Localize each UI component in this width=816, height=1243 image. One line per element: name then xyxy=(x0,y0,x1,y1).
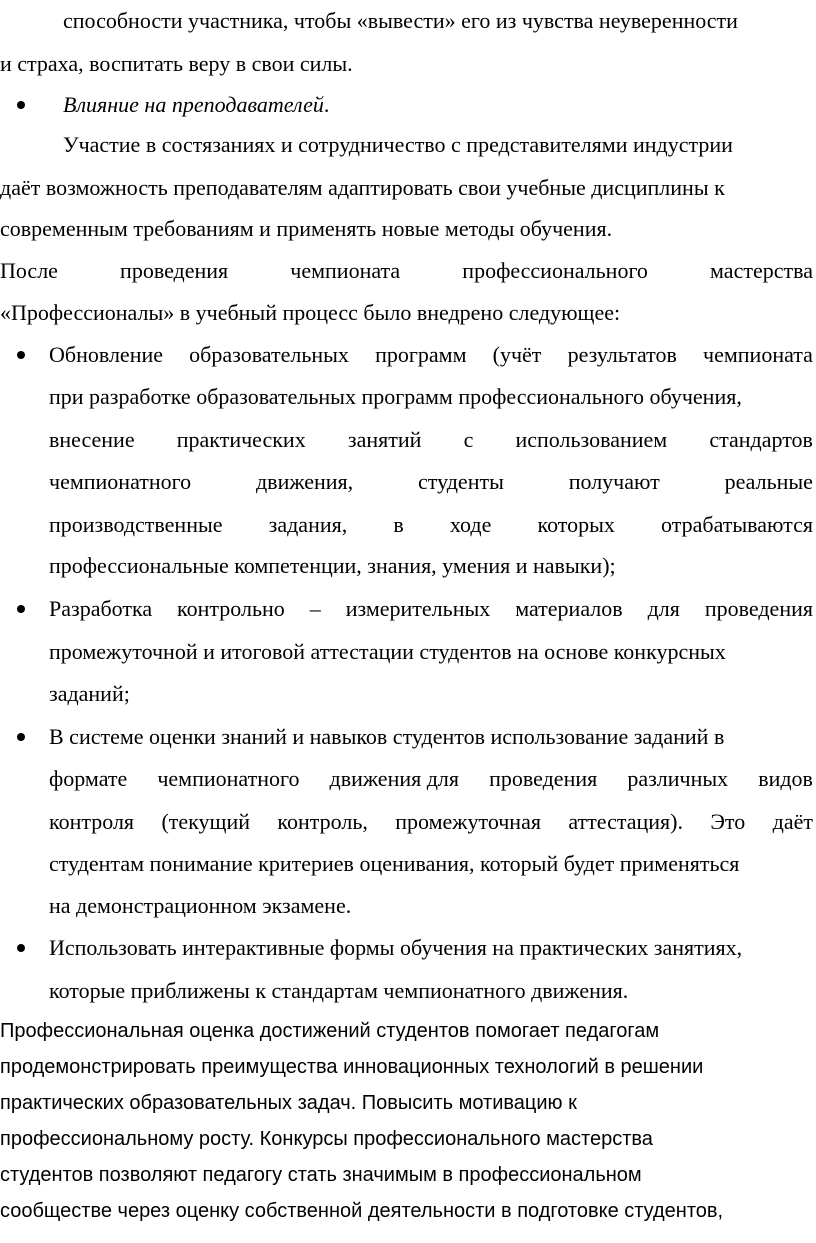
intro-line-1: способности участника, чтобы «вывести» его из чувства неуверенности xyxy=(63,8,738,33)
item-word: контроля xyxy=(49,809,135,834)
item-word: программ xyxy=(375,342,467,367)
item-word: движения, xyxy=(255,469,354,494)
item-word: промежуточная xyxy=(395,809,541,834)
item-word: в xyxy=(393,512,404,537)
bullet-icon xyxy=(17,351,25,359)
closing-line-5: студентов позволяют педагогу стать значимым в профессиональном xyxy=(0,1164,642,1186)
item-word: формате xyxy=(49,766,128,791)
item-word: занятий xyxy=(347,427,422,452)
item-word: аттестация). xyxy=(568,809,683,834)
item2-line-1 xyxy=(49,598,813,620)
item-word: стандартов xyxy=(709,427,813,452)
item-word: (текущий xyxy=(161,809,251,834)
item-word: (учёт xyxy=(492,342,542,367)
item1-line-5 xyxy=(49,514,813,536)
item-word: которых xyxy=(537,512,615,537)
item-word: задания, xyxy=(268,512,348,537)
closing-line-2: продемонстрировать преимущества инновационных технологий в решении xyxy=(0,1056,704,1078)
item3-line-4: студентам понимание критериев оценивания, который будет применяться xyxy=(49,851,740,876)
item-word: использованием xyxy=(515,427,668,452)
influence-para-line-3: современным требованиям и применять новые методы обучения. xyxy=(0,216,613,241)
influence-para-line-1 xyxy=(63,134,816,156)
item-word: контроль, xyxy=(277,809,368,834)
item-word: образовательных xyxy=(189,342,349,367)
after-line-1 xyxy=(0,260,813,282)
item-word: движения для xyxy=(329,766,460,791)
item-word: производственные xyxy=(49,512,223,537)
item-word: чемпионатного xyxy=(49,469,192,494)
item-word: внесение xyxy=(49,427,135,452)
item2-line-3: заданий; xyxy=(49,681,130,706)
closing-line-3: практических образовательных задач. Повысить мотивацию к xyxy=(0,1092,577,1114)
item-word: проведения xyxy=(489,766,598,791)
closing-line-4: профессиональному росту. Конкурсы профессионального мастерства xyxy=(0,1128,653,1150)
bullet-icon xyxy=(17,605,25,613)
bullet-icon xyxy=(17,944,25,952)
item3-line-3 xyxy=(49,811,813,833)
item-word: чемпионата xyxy=(703,342,813,367)
item-word: результатов xyxy=(567,342,677,367)
item-word: студенты xyxy=(418,469,504,494)
item-word: различных xyxy=(627,766,729,791)
item-word: чемпионатного xyxy=(157,766,300,791)
item1-line-2: при разработке образовательных программ профессионального обучения, xyxy=(49,384,742,409)
after-word: профессионального xyxy=(462,258,648,283)
item-word: материалов xyxy=(515,596,623,621)
influence-heading xyxy=(63,94,329,116)
item-word: получают xyxy=(568,469,660,494)
item-word: отрабатываются xyxy=(661,512,813,537)
item1-line-3 xyxy=(49,429,813,451)
item-word: реальные xyxy=(724,469,813,494)
item1-line-4 xyxy=(49,471,813,493)
item4-line-2: которые приближены к стандартам чемпионатного движения. xyxy=(49,978,629,1003)
item-word: Разработка xyxy=(49,596,153,621)
item1-line-1 xyxy=(49,344,813,366)
influence-heading-text: Влияние на преподавателей xyxy=(63,92,324,117)
item-word: для xyxy=(647,596,680,621)
item-word: проведения xyxy=(704,596,813,621)
closing-line-1: Профессиональная оценка достижений студентов помогает педагогам xyxy=(0,1020,660,1042)
after-line-2: «Профессионалы» в учебный процесс было внедрено следующее: xyxy=(0,300,621,325)
influence-para-line-2: даёт возможность преподавателям адаптировать свои учебные дисциплины к xyxy=(0,175,725,200)
item-word: Это xyxy=(710,809,746,834)
after-word: мастерства xyxy=(710,258,813,283)
after-word: чемпионата xyxy=(290,258,401,283)
item-word: видов xyxy=(758,766,813,791)
item4-line-1: Использовать интерактивные формы обучения на практических занятиях, xyxy=(49,935,743,960)
item-word: даёт xyxy=(772,809,813,834)
item-word: практических xyxy=(176,427,306,452)
bullet-icon xyxy=(17,733,25,741)
influence-para-text: Участие в состязаниях и сотрудничество с представителями индустрии xyxy=(63,132,733,157)
closing-line-6: сообществе через оценку собственной деятельности в подготовке студентов, xyxy=(0,1200,724,1222)
item-word: с xyxy=(463,427,474,452)
item1-line-6: профессиональные компетенции, знания, умения и навыки); xyxy=(49,553,616,578)
after-word: После xyxy=(0,258,58,283)
item-word: измерительных xyxy=(345,596,491,621)
influence-heading-punct: . xyxy=(323,92,330,117)
item-word: Обновление xyxy=(49,342,164,367)
item-word: ходе xyxy=(449,512,492,537)
after-word: проведения xyxy=(120,258,229,283)
item2-line-2: промежуточной и итоговой аттестации студентов на основе конкурсных xyxy=(49,639,726,664)
item3-line-5: на демонстрационном экзамене. xyxy=(49,893,352,918)
item3-line-1: В системе оценки знаний и навыков студентов использование заданий в xyxy=(49,724,725,749)
item-word: – xyxy=(309,596,321,621)
bullet-icon xyxy=(17,101,25,109)
item3-line-2 xyxy=(49,768,813,790)
item-word: контрольно xyxy=(177,596,285,621)
intro-line-2: и страха, воспитать веру в свои силы. xyxy=(0,51,353,76)
